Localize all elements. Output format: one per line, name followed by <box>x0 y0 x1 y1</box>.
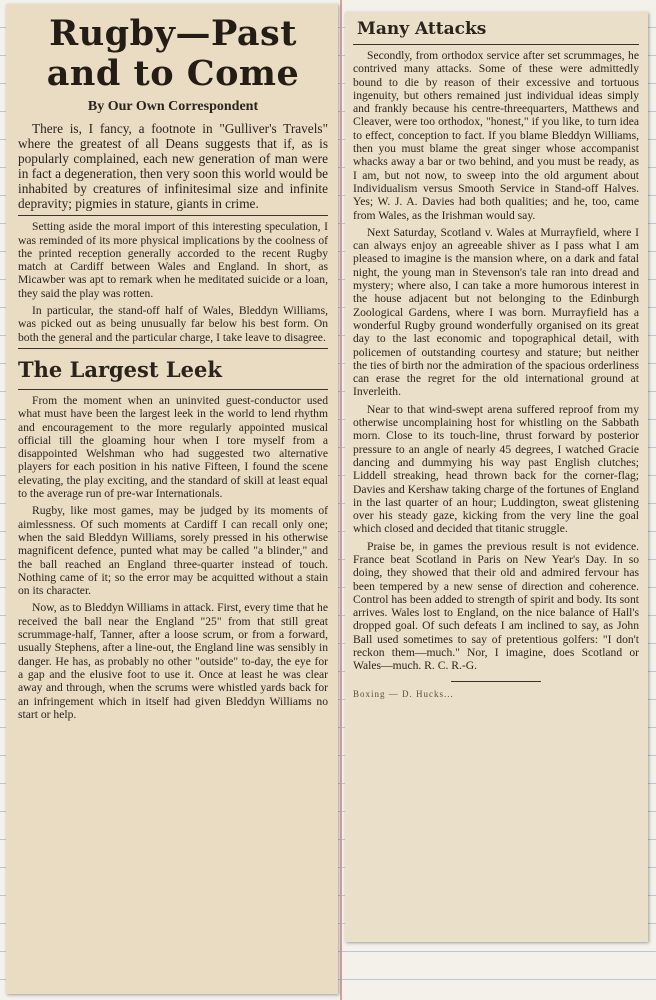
paragraph-6: Now, as to Bleddyn Williams in attack. First, every time that he received the ball near the England "25" from that still great scrummage-half, Tanner, after a loose scrum, or from a forward, usually Stephens, after a line-out, the England line was sensibly in danger. He has, as probably no other "outside" to-day, the eye for a gap and the elusive foot to use it. Once at least he was clear away and through, when the scrums were whistled yards back for an infringement which in itself had given Bleddyn Williams no start or help. <box>18 601 328 721</box>
paragraph-5: Rugby, like most games, may be judged by its moments of aimlessness. Of such moments at Cardiff I can recall only one; when the said Bleddyn Williams, sorely pressed in his otherwise magnificent defence, punted what may be called "a blinder," and the ball reached an England three-quarter instead of touch. Nothing came of it; so the error may be acquitted without a stain on its character. <box>18 504 328 598</box>
divider <box>18 348 328 349</box>
subhead-many-attacks: Many Attacks <box>357 19 487 39</box>
byline: By Our Own Correspondent <box>87 99 259 114</box>
divider <box>353 44 639 45</box>
paragraph-2: Setting aside the moral import of this interesting speculation, I was reminded of its more physical implications by the coolness of the printed reception generally accorded to the recent Rugby match at Cardiff between Wales and England. In short, as Micawber was apt to remark when he meditated suicide or a loan, they said the play was rotten. <box>18 220 328 300</box>
clipping-right-column <box>345 12 648 942</box>
divider <box>18 215 328 216</box>
ruled-paper-margin <box>340 0 342 1000</box>
headline-line-2: and to Come <box>46 53 300 94</box>
paragraph-3: In particular, the stand-off half of Wales, Bleddyn Williams, was picked out as being unusually far below his best form. On both the general and the particular charge, I take leave to disagree. <box>18 304 328 344</box>
footer-snippet: Boxing — D. Hucks... <box>353 688 454 699</box>
paragraph-8: Next Saturday, Scotland v. Wales at Murrayfield, where I can always enjoy an agreeable shiver as I pass what I am pleased to imagine is the mansion where, on a dark and fatal night, the young man in Stevenson's tale ran into dread and mystery; where also, I can take a more humorous interest in the house adjacent but not belonging to the Edinburgh Zoological Gardens, where I was born. Murrayfield has a wonderful Rugby ground wonderfully organised on its great day to the last economic and topographical detail, with policemen of outstanding courtesy and stature; but neither the ties of birth nor the admiration of the spacious orderliness can erase the regret for the old international ground at Inverleith. <box>353 225 639 399</box>
end-rule <box>451 681 541 682</box>
paragraph-10: Praise be, in games the previous result is not evidence. France beat Scotland in Paris on New Year's Day. In so doing, they showed that their old and admired fervour has been tempered by a new sense of direction and coherence. Control has been added to strength of spirit and body. Its sont arrives. Wales lost to England, on the nice balance of Hall's dropped goal. Of such defeats I am inclined to say, as John Ball used sometimes to say of pretentious golfers: "I don't reckon them—much." Nor, I imagine, does Scotland or Wales—much. R. C. R.-G. <box>353 539 639 673</box>
headline <box>18 14 328 94</box>
paragraph-4: From the moment when an uninvited guest-conductor used what must have been the largest leek in the world to lend rhythm and encouragement to the more regularly appointed musical official till the gloaming hour when I tore myself from a disappointed Welshman who had suggested two alternative players for each position in his native Fifteen, I found the scene elevating, the play exciting, and the standard of skill at least equal to the average run of pre-war Internationals. <box>18 393 328 501</box>
subhead-largest-leek: The Largest Leek <box>18 356 222 382</box>
clipping-left-column <box>6 4 338 994</box>
paragraph-7: Secondly, from orthodox service after set scrummages, he contrived many attacks. Some of these were admittedly bound to die by reason of their excessive and tortuous ingenuity, but others remained just individual ideas simply and frankly because his centre-threequarters, Matthews and Cleaver, were too orthodox, "honest," if you like, to turn idea to effect, conception to fact. If you blame Bleddyn Williams, then you must blame the great singer whose accompanist whacks away a bar or two behind, and you must be ready, as I am, but not now, to sweep into the old argument about Individualism versus Smooth Service in Stand-off Halves. Yes; W. J. A. Davies had both qualities; and he, too, came from Wales, as the Irishman would say. <box>353 49 639 222</box>
divider <box>18 389 328 390</box>
headline-line-1: Rugby—Past <box>49 13 297 54</box>
paragraph-1: There is, I fancy, a footnote in "Gulliver's Travels" where the greatest of all Deans suggests that if, as is popularly complained, each new generation of man were in fact a degeneration, then very soon this world would be inhabited by creatures of infinitesimal size and infinite depravity; pigmies in stature, giants in crime. <box>18 121 328 212</box>
paragraph-9: Near to that wind-swept arena suffered reproof from my otherwise uncomplaining host for whistling on the Sabbath morn. Close to its touch-line, thrust forward by posterior pressure to an angle of nearly 45 degrees, I watched Gracie dancing and dummying his way past English clutches; Liddell streaking, head thrown back for the corner-flag; Davies and Kershaw taking charge of the fortunes of England in the last quarter of an hour; Luddington, sweat glistening over his steady gaze, kicking from the very line the goal which closed and decided that titanic struggle. <box>353 402 639 536</box>
